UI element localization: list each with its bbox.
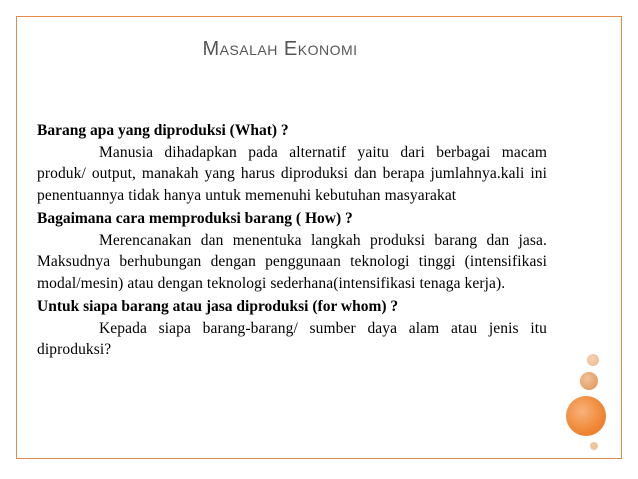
slide-content [37,120,547,361]
section-body-for-whom: Kepada siapa barang-barang/ sumber daya alam atau jenis itu diproduksi? [37,319,547,358]
section-body-how: Merencanakan dan menentuka langkah produksi barang dan jasa. Maksudnya berhubungan dengan penggunaan teknologi tinggi (intensifikasi modal/mesin) atau dengan teknologi sederhana(intensifikasi tenaga kerja). [37,231,547,292]
section-heading-what: Barang apa yang diproduksi (What) ? [37,122,289,139]
section-heading-for-whom: Untuk siapa barang atau jasa diproduksi (for whom) ? [37,298,399,315]
slide-title: Masalah Ekonomi [202,38,358,60]
section-body-what: Manusia dihadapkan pada alternatif yaitu dari berbagai macam produk/ output, manakah yang harus diproduksi dan berapa jumlahnya.kali ini penentuannya tidak hanya untuk memenuhi kebutuhan masyarakat [37,143,547,204]
section-heading-how: Bagaimana cara memproduksi barang ( How) ? [37,210,353,227]
decorative-circle-small [587,354,599,366]
slide-frame-bottom [16,458,622,459]
decorative-circle-large [566,396,606,436]
decorative-circle-medium [580,372,598,390]
decorative-circle-tiny [590,442,598,450]
slide-frame-left [16,16,17,459]
slide-frame-right [621,16,622,459]
slide-frame-top [16,16,622,17]
